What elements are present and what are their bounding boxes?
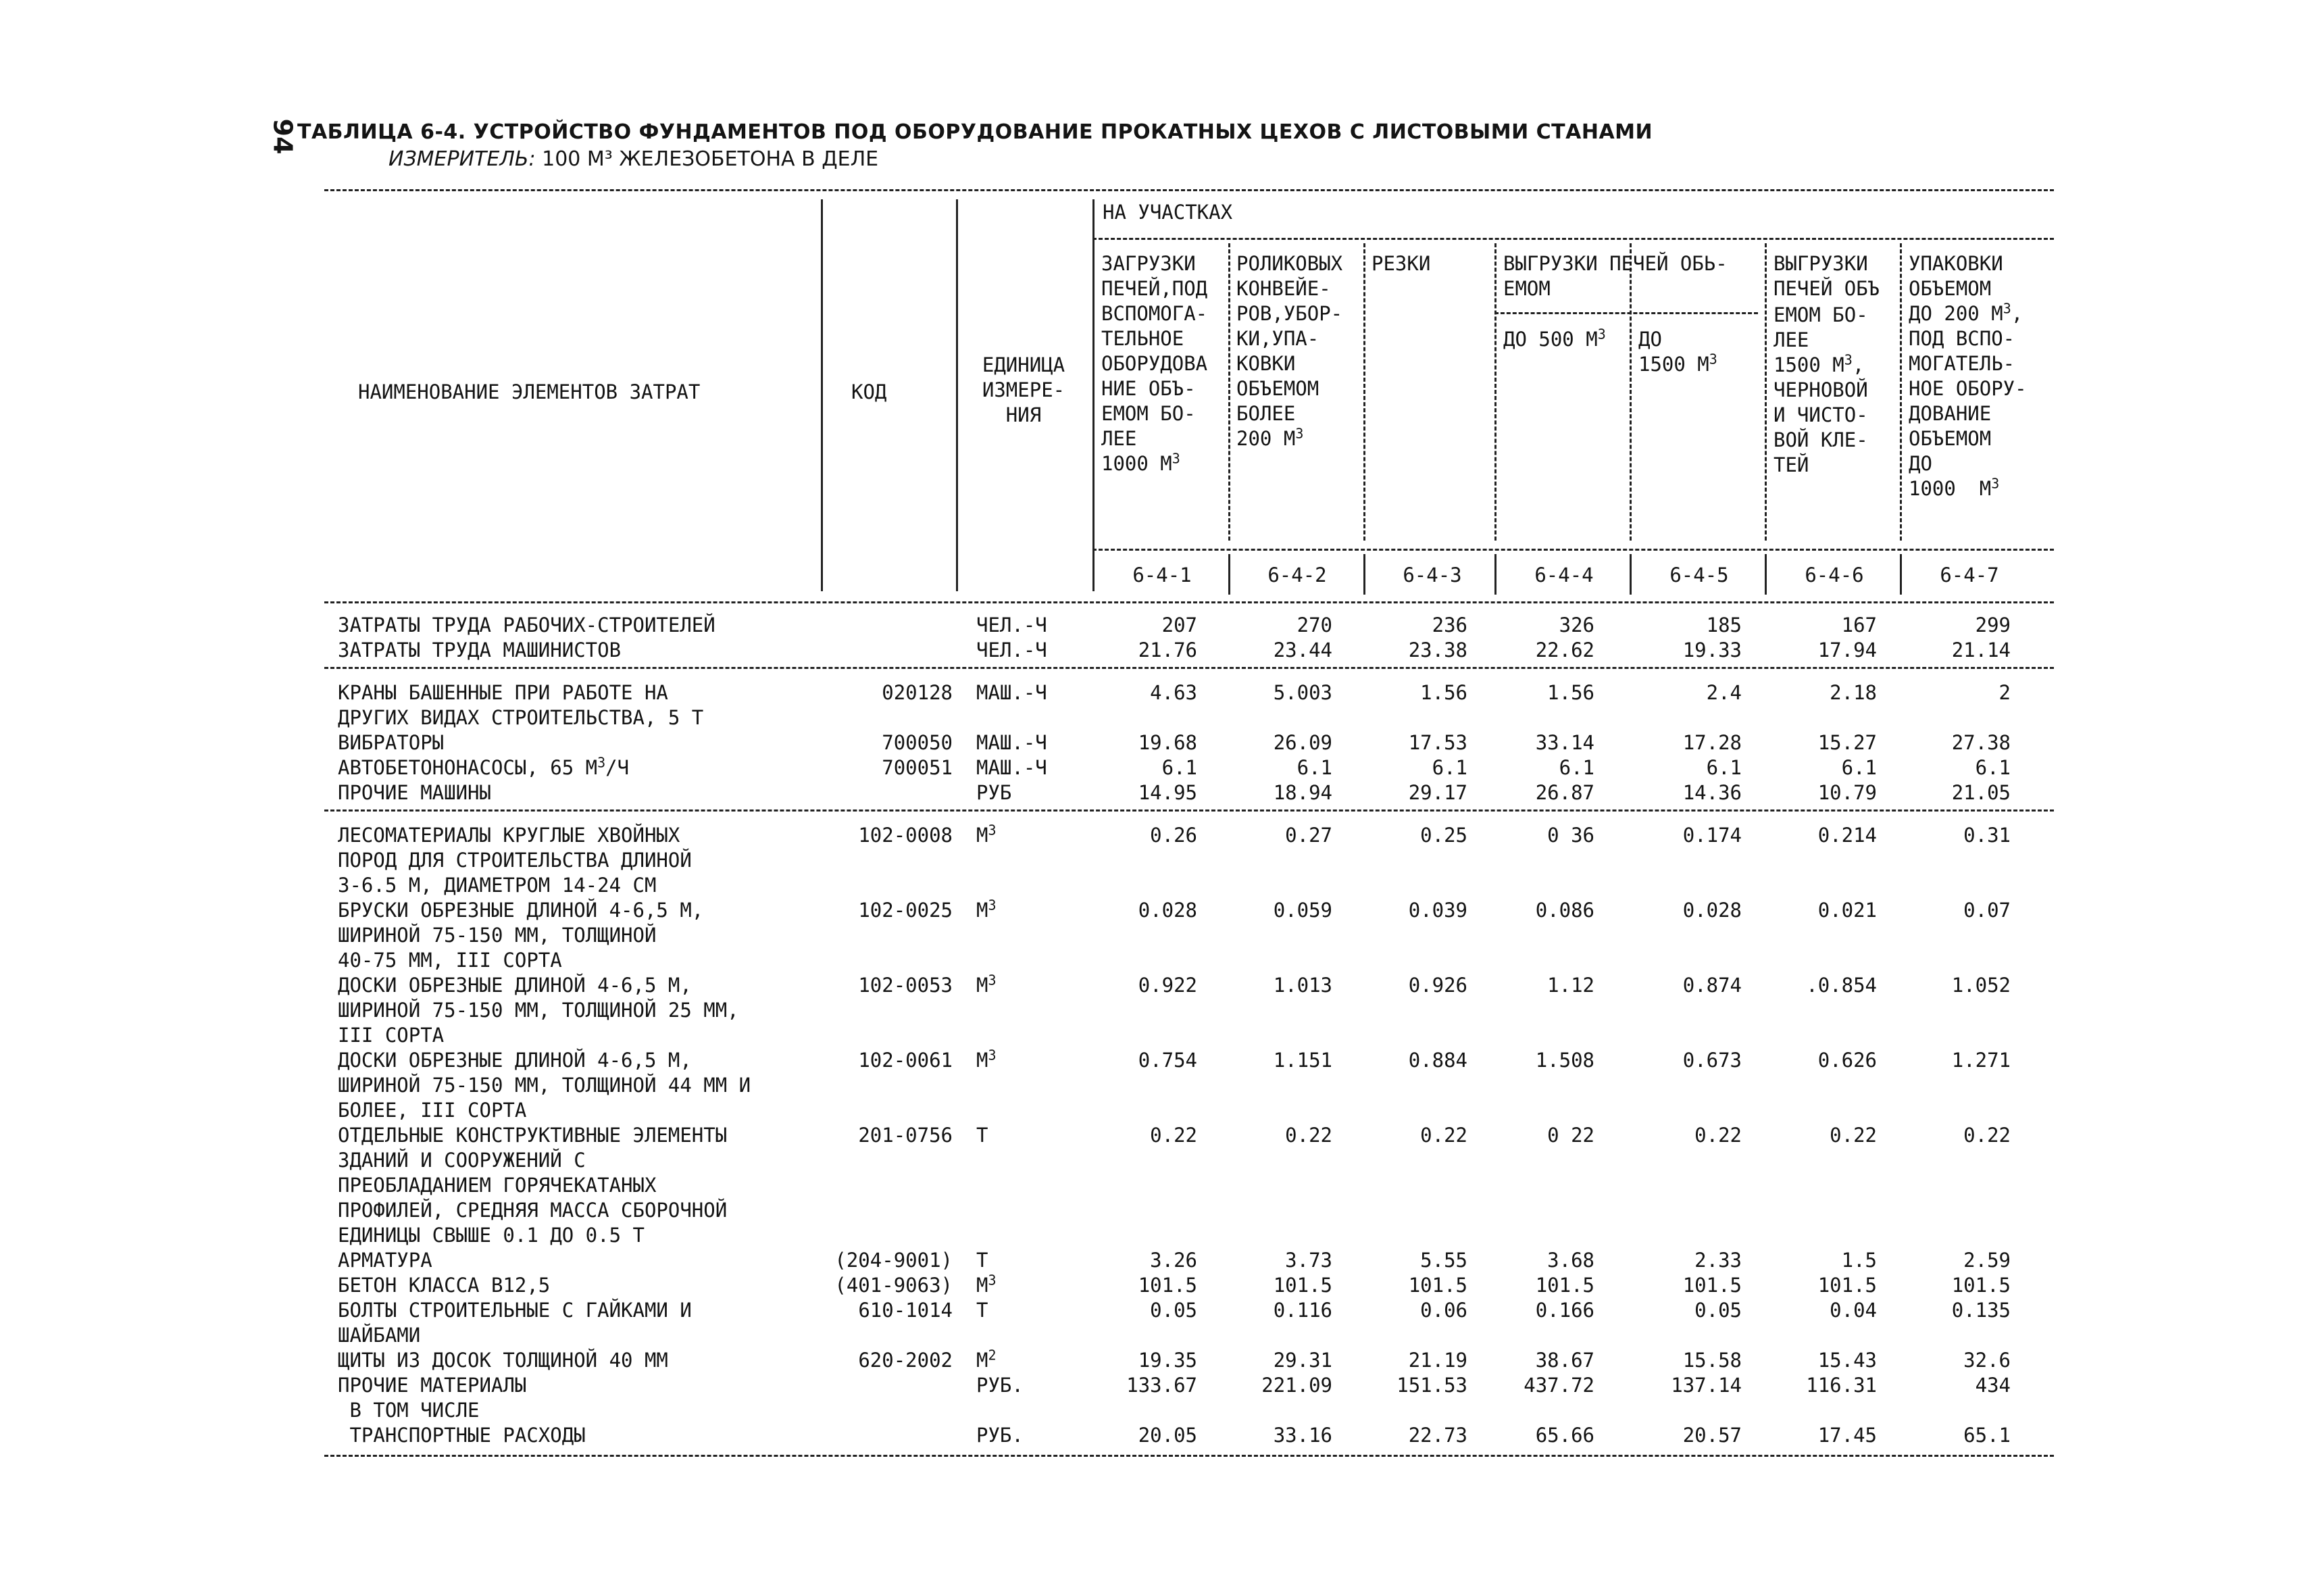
row-unit: МАШ.-Ч xyxy=(976,731,1047,754)
header-group: НА УЧАСТКАХ xyxy=(1103,201,1233,224)
row-unit: МАШ.-Ч xyxy=(976,681,1047,704)
row-value: 101.5 xyxy=(1408,1274,1467,1297)
row-value: 0.22 xyxy=(1420,1124,1467,1147)
page-number: 94 xyxy=(268,118,298,155)
header-col-line: ДОВАНИЕ xyxy=(1909,402,1992,425)
header-col-line: ПОД ВСПО- xyxy=(1909,327,2015,350)
row-value: 270 xyxy=(1297,614,1332,637)
row-value: 1.56 xyxy=(1420,681,1467,704)
row-value: 0 22 xyxy=(1547,1124,1594,1147)
row-name: БОЛТЫ СТРОИТЕЛЬНЫЕ С ГАЙКАМИ И xyxy=(338,1299,692,1322)
section-rule xyxy=(324,667,2054,669)
row-value: 437.72 xyxy=(1524,1374,1594,1397)
row-value: 22.73 xyxy=(1408,1424,1467,1447)
row-code: 700051 xyxy=(882,756,953,779)
row-name: ДОСКИ ОБРЕЗНЫЕ ДЛИНОЙ 4-6,5 М, xyxy=(338,1049,692,1072)
row-value: 236 xyxy=(1432,614,1467,637)
row-name: ШАЙБАМИ xyxy=(338,1324,421,1347)
row-value: 15.27 xyxy=(1817,731,1877,754)
row-unit: МАШ.-Ч xyxy=(976,756,1047,779)
row-value: 3.68 xyxy=(1547,1249,1594,1272)
header-col-line: ЛЕЕ xyxy=(1101,427,1137,450)
code-rule xyxy=(1092,549,2054,551)
row-code: (204-9001) xyxy=(834,1249,953,1272)
row-value: 6.1 xyxy=(1432,756,1467,779)
header-col-line: ВОЙ КЛЕ- xyxy=(1774,428,1868,451)
row-value: 22.62 xyxy=(1535,639,1594,662)
col-sep-unit xyxy=(1092,199,1095,591)
row-name: КРАНЫ БАШЕННЫЕ ПРИ РАБОТЕ НА xyxy=(338,681,668,704)
row-value: 14.36 xyxy=(1682,781,1742,804)
header-col-line: ЛЕЕ xyxy=(1774,328,1809,351)
row-code: 102-0025 xyxy=(858,899,953,922)
row-name: В ТОМ ЧИСЛЕ xyxy=(338,1399,480,1422)
unload-subrule xyxy=(1494,312,1758,314)
row-code: 620-2002 xyxy=(858,1349,953,1372)
row-value: 29.31 xyxy=(1273,1349,1332,1372)
row-name: ВИБРАТОРЫ xyxy=(338,731,445,754)
header-unit: ЕДИНИЦА xyxy=(982,353,1065,376)
row-value: 19.33 xyxy=(1682,639,1742,662)
row-value: 26.09 xyxy=(1273,731,1332,754)
row-value: 0.06 xyxy=(1420,1299,1467,1322)
row-value: 17.45 xyxy=(1817,1424,1877,1447)
row-value: 6.1 xyxy=(1841,756,1877,779)
row-unit: РУБ xyxy=(976,781,1012,804)
header-col-line: ЗАГРУЗКИ xyxy=(1101,252,1196,275)
row-name: ТРАНСПОРТНЫЕ РАСХОДЫ xyxy=(338,1424,586,1447)
row-name: ДОСКИ ОБРЕЗНЫЕ ДЛИНОЙ 4-6,5 М, xyxy=(338,974,692,997)
row-value: 0.25 xyxy=(1420,824,1467,847)
header-col-line: РОВ,УБОР- xyxy=(1236,302,1343,325)
table-bottom-rule xyxy=(324,1455,2054,1457)
column-code: 6-4-1 xyxy=(1132,564,1192,587)
header-col-line: 200 $М^3$ xyxy=(1236,425,1304,450)
header-unit: НИЯ xyxy=(1005,403,1042,426)
row-value: 65.1 xyxy=(1963,1424,2011,1447)
row-value: 0.116 xyxy=(1273,1299,1332,1322)
meter-line xyxy=(388,147,878,171)
header-unit: ИЗМЕРЕ- xyxy=(982,378,1065,401)
row-value: 26.87 xyxy=(1535,781,1594,804)
row-value: 14.95 xyxy=(1138,781,1197,804)
row-unit: ЧЕЛ.-Ч xyxy=(976,614,1047,637)
row-value: 0.874 xyxy=(1682,974,1742,997)
row-value: 0.626 xyxy=(1817,1049,1877,1072)
row-code: 610-1014 xyxy=(858,1299,953,1322)
row-name: ЗАТРАТЫ ТРУДА РАБОЧИХ-СТРОИТЕЛЕЙ xyxy=(338,614,715,637)
row-value: 33.16 xyxy=(1273,1424,1332,1447)
column-code: 6-4-2 xyxy=(1267,564,1327,587)
row-value: 299 xyxy=(1975,614,2011,637)
header-col-line: ДО 200 $М^3$, xyxy=(1909,300,2023,325)
header-unload2: ВЫГРУЗКИ xyxy=(1774,252,1868,275)
column-code: 6-4-5 xyxy=(1669,564,1729,587)
header-bottom-rule xyxy=(324,601,2054,603)
row-value: 0.021 xyxy=(1817,899,1877,922)
header-col-line: 1500 $М^3$ xyxy=(1638,351,1717,376)
header-col-line: ОБЪЕМОМ xyxy=(1909,277,1992,300)
row-name: ОТДЕЛЬНЫЕ КОНСТРУКТИВНЫЕ ЭЛЕМЕНТЫ xyxy=(338,1124,728,1147)
row-value: 15.58 xyxy=(1682,1349,1742,1372)
header-col-line: ОБЪЕМОМ xyxy=(1236,377,1319,400)
meter-value: 100 М³ ЖЕЛЕЗОБЕТОНА В ДЕЛЕ xyxy=(542,147,879,171)
row-value: 185 xyxy=(1706,614,1742,637)
row-name: АРМАТУРА xyxy=(338,1249,432,1272)
header-code: КОД xyxy=(851,380,887,403)
row-value: 6.1 xyxy=(1975,756,2011,779)
row-value: 2 xyxy=(1998,681,2011,704)
header-col-line: ДО 500 $М^3$ xyxy=(1503,326,1606,351)
col-sep-5 xyxy=(1765,243,1767,541)
row-value: 2.18 xyxy=(1830,681,1877,704)
row-value: 1.5 xyxy=(1841,1249,1877,1272)
row-value: 0.22 xyxy=(1285,1124,1332,1147)
table-top-rule xyxy=(324,189,2054,191)
header-col-line: КИ,УПА- xyxy=(1236,327,1319,350)
row-unit: ЧЕЛ.-Ч xyxy=(976,639,1047,662)
header-col-line: 1000 $М^3$ xyxy=(1909,475,2000,500)
row-value: 1.271 xyxy=(1951,1049,2011,1072)
header-col-line: ЕМОМ БО- xyxy=(1101,402,1196,425)
row-value: 21.76 xyxy=(1138,639,1197,662)
header-col-line: НОЕ ОБОРУ- xyxy=(1909,377,2027,400)
row-value: 18.94 xyxy=(1273,781,1332,804)
column-code: 6-4-6 xyxy=(1805,564,1864,587)
row-name: ЛЕСОМАТЕРИАЛЫ КРУГЛЫЕ ХВОЙНЫХ xyxy=(338,824,680,847)
row-value: 0.086 xyxy=(1535,899,1594,922)
header-col-line: РОЛИКОВЫХ xyxy=(1236,252,1343,275)
row-value: 101.5 xyxy=(1535,1274,1594,1297)
header-col-line: ТЕЙ xyxy=(1774,453,1809,476)
row-name: ПРОЧИЕ МАШИНЫ xyxy=(338,781,491,804)
row-unit: $М^3$ xyxy=(976,972,997,997)
col-sep-3 xyxy=(1494,243,1496,541)
row-name: 3-6.5 М, ДИАМЕТРОМ 14-24 СМ xyxy=(338,874,657,897)
header-col-line: ДО xyxy=(1638,328,1662,351)
row-value: 2.59 xyxy=(1963,1249,2011,1272)
row-value: 38.67 xyxy=(1535,1349,1594,1372)
row-name: ДРУГИХ ВИДАХ СТРОИТЕЛЬСТВА, 5 Т xyxy=(338,706,704,729)
row-value: 0.884 xyxy=(1408,1049,1467,1072)
row-unit: $М^3$ xyxy=(976,822,997,847)
row-name: ЩИТЫ ИЗ ДОСОК ТОЛЩИНОЙ 40 ММ xyxy=(338,1349,668,1372)
row-code: 102-0061 xyxy=(858,1049,953,1072)
row-code: 102-0053 xyxy=(858,974,953,997)
row-value: 20.57 xyxy=(1682,1424,1742,1447)
row-value: 21.05 xyxy=(1951,781,2011,804)
header-col-line: НИЕ ОБЪ- xyxy=(1101,377,1196,400)
row-value: 101.5 xyxy=(1138,1274,1197,1297)
row-value: 6.1 xyxy=(1559,756,1594,779)
row-value: 21.14 xyxy=(1951,639,2011,662)
row-code: 020128 xyxy=(882,681,953,704)
row-value: 6.1 xyxy=(1706,756,1742,779)
row-value: 23.38 xyxy=(1408,639,1467,662)
row-value: 0.26 xyxy=(1150,824,1197,847)
row-value: 5.55 xyxy=(1420,1249,1467,1272)
row-value: 32.6 xyxy=(1963,1349,2011,1372)
row-value: 101.5 xyxy=(1682,1274,1742,1297)
row-name: ЕДИНИЦЫ СВЫШЕ 0.1 ДО 0.5 Т xyxy=(338,1224,645,1247)
row-value: 101.5 xyxy=(1817,1274,1877,1297)
row-name: ШИРИНОЙ 75-150 ММ, ТОЛЩИНОЙ 44 ММ И xyxy=(338,1074,751,1097)
row-value: 0.028 xyxy=(1682,899,1742,922)
row-value: 0.22 xyxy=(1150,1124,1197,1147)
row-value: 15.43 xyxy=(1817,1349,1877,1372)
header-col-line: ДО xyxy=(1909,452,1932,475)
header-col-line: ЕМОМ БО- xyxy=(1774,303,1868,326)
row-unit: $М^3$ xyxy=(976,897,997,922)
row-value: 151.53 xyxy=(1397,1374,1467,1397)
column-code: 6-4-7 xyxy=(1940,564,1999,587)
row-value: 326 xyxy=(1559,614,1594,637)
row-value: 2.33 xyxy=(1694,1249,1742,1272)
column-code: 6-4-3 xyxy=(1403,564,1462,587)
header-col-line: И ЧИСТО- xyxy=(1774,403,1868,426)
row-value: 0.673 xyxy=(1682,1049,1742,1072)
row-code: 201-0756 xyxy=(858,1124,953,1147)
row-name: БЕТОН КЛАССА В12,5 xyxy=(338,1274,551,1297)
row-unit: Т xyxy=(976,1299,988,1322)
row-value: 17.94 xyxy=(1817,639,1877,662)
row-value: 65.66 xyxy=(1535,1424,1594,1447)
row-value: 0.27 xyxy=(1285,824,1332,847)
row-value: 137.14 xyxy=(1671,1374,1742,1397)
row-value: 6.1 xyxy=(1161,756,1197,779)
header-col-line: ЧЕРНОВОЙ xyxy=(1774,378,1868,401)
row-value: 0.059 xyxy=(1273,899,1332,922)
header-col-line: ТЕЛЬНОЕ xyxy=(1101,327,1184,350)
row-name: III СОРТА xyxy=(338,1024,445,1047)
row-value: 2.4 xyxy=(1706,681,1742,704)
section-rule xyxy=(324,809,2054,812)
row-value: 1.052 xyxy=(1951,974,2011,997)
col-sep-code xyxy=(956,199,958,591)
row-value: 1.013 xyxy=(1273,974,1332,997)
row-value: 21.19 xyxy=(1408,1349,1467,1372)
row-value: 1.508 xyxy=(1535,1049,1594,1072)
row-value: 23.44 xyxy=(1273,639,1332,662)
header-col-line: УПАКОВКИ xyxy=(1909,252,2003,275)
row-value: 0.166 xyxy=(1535,1299,1594,1322)
row-value: 27.38 xyxy=(1951,731,2011,754)
header-unload-group: ЕМОМ xyxy=(1503,277,1551,300)
header-col-line: 1000 $М^3$ xyxy=(1101,450,1180,475)
row-value: 167 xyxy=(1841,614,1877,637)
row-value: 1.12 xyxy=(1547,974,1594,997)
row-unit: РУБ. xyxy=(976,1424,1024,1447)
row-value: 0.214 xyxy=(1817,824,1877,847)
row-name: БОЛЕЕ, III СОРТА xyxy=(338,1099,527,1122)
row-name: ПРОФИЛЕЙ, СРЕДНЯЯ МАССА СБОРОЧНОЙ xyxy=(338,1199,728,1222)
row-name: АВТОБЕТОНОНАСОСЫ, 65 $М^3/Ч$ xyxy=(338,754,630,779)
header-col-line: МОГАТЕЛЬ- xyxy=(1909,352,2015,375)
row-value: 0.22 xyxy=(1830,1124,1877,1147)
row-value: 0.22 xyxy=(1694,1124,1742,1147)
header-col-line: ВСПОМОГА- xyxy=(1101,302,1208,325)
row-unit: РУБ. xyxy=(976,1374,1024,1397)
row-value: 6.1 xyxy=(1297,756,1332,779)
row-value: 101.5 xyxy=(1273,1274,1332,1297)
row-value: 19.35 xyxy=(1138,1349,1197,1372)
header-unload-group: ВЫГРУЗКИ ПЕЧЕЙ ОБЬ- xyxy=(1503,252,1728,275)
row-value: 0.07 xyxy=(1963,899,2011,922)
row-value: 207 xyxy=(1161,614,1197,637)
row-name: ШИРИНОЙ 75-150 ММ, ТОЛЩИНОЙ 25 ММ, xyxy=(338,999,739,1022)
row-value: 116.31 xyxy=(1806,1374,1877,1397)
row-value: 0.04 xyxy=(1830,1299,1877,1322)
header-col-line: ПЕЧЕЙ,ПОД xyxy=(1101,277,1208,300)
row-unit: Т xyxy=(976,1124,988,1147)
col-sep-2 xyxy=(1363,243,1365,541)
row-name: ЗАТРАТЫ ТРУДА МАШИНИСТОВ xyxy=(338,639,622,662)
col-sep-name xyxy=(821,199,823,591)
row-value: 101.5 xyxy=(1951,1274,2011,1297)
header-col-line: 1500 $М^3$, xyxy=(1774,351,1865,376)
row-value: 434 xyxy=(1975,1374,2011,1397)
row-value: 0.039 xyxy=(1408,899,1467,922)
row-value: 0.754 xyxy=(1138,1049,1197,1072)
row-value: 33.14 xyxy=(1535,731,1594,754)
header-col-line: ОБОРУДОВА xyxy=(1101,352,1208,375)
row-value: 3.26 xyxy=(1150,1249,1197,1272)
row-unit: $М^3$ xyxy=(976,1047,997,1072)
row-value: 1.56 xyxy=(1547,681,1594,704)
row-code: 102-0008 xyxy=(858,824,953,847)
row-name: ШИРИНОЙ 75-150 ММ, ТОЛЩИНОЙ xyxy=(338,924,657,947)
row-value: 1.151 xyxy=(1273,1049,1332,1072)
row-name: БРУСКИ ОБРЕЗНЫЕ ДЛИНОЙ 4-6,5 М, xyxy=(338,899,704,922)
col-sep-4 xyxy=(1630,243,1632,541)
row-name: ЗДАНИЙ И СООРУЖЕНИЙ С xyxy=(338,1149,586,1172)
row-name: 40-75 ММ, III СОРТА xyxy=(338,949,562,972)
meter-label: ИЗМЕРИТЕЛЬ: xyxy=(388,147,536,171)
table-title: ТАБЛИЦА 6-4. УСТРОЙСТВО ФУНДАМЕНТОВ ПОД ОБОРУДОВАНИЕ ПРОКАТНЫХ ЦЕХОВ С ЛИСТОВЫМИ СТАНАМИ xyxy=(297,120,1653,144)
row-value: 4.63 xyxy=(1150,681,1197,704)
row-value: 0.05 xyxy=(1150,1299,1197,1322)
row-value: 29.17 xyxy=(1408,781,1467,804)
group-rule xyxy=(1092,238,2054,240)
row-code: 700050 xyxy=(882,731,953,754)
row-unit: $М^2$ xyxy=(976,1347,997,1372)
header-unload2: ПЕЧЕЙ ОБЪ xyxy=(1774,277,1880,300)
row-value: 17.53 xyxy=(1408,731,1467,754)
row-code: (401-9063) xyxy=(834,1274,953,1297)
row-value: 3.73 xyxy=(1285,1249,1332,1272)
header-col-line: КОНВЕЙЕ- xyxy=(1236,277,1331,300)
row-name: ПОРОД ДЛЯ СТРОИТЕЛЬСТВА ДЛИНОЙ xyxy=(338,849,692,872)
header-name: НАИМЕНОВАНИЕ ЭЛЕМЕНТОВ ЗАТРАТ xyxy=(358,380,701,403)
header-col-line: ОБЪЕМОМ xyxy=(1909,427,1992,450)
row-value: 0.028 xyxy=(1138,899,1197,922)
row-value: 0.135 xyxy=(1951,1299,2011,1322)
row-unit: Т xyxy=(976,1249,988,1272)
row-value: 19.68 xyxy=(1138,731,1197,754)
row-value: 0.174 xyxy=(1682,824,1742,847)
row-value: 221.09 xyxy=(1261,1374,1332,1397)
row-value: 5.003 xyxy=(1273,681,1332,704)
header-col-line: КОВКИ xyxy=(1236,352,1296,375)
row-name: ПРЕОБЛАДАНИЕМ ГОРЯЧЕКАТАНЫХ xyxy=(338,1174,657,1197)
row-unit: $М^3$ xyxy=(976,1272,997,1297)
row-value: 17.28 xyxy=(1682,731,1742,754)
row-name: ПРОЧИЕ МАТЕРИАЛЫ xyxy=(338,1374,527,1397)
row-value: 10.79 xyxy=(1817,781,1877,804)
row-value: 133.67 xyxy=(1126,1374,1197,1397)
row-value: .0.854 xyxy=(1806,974,1877,997)
row-value: 0.05 xyxy=(1694,1299,1742,1322)
row-value: 20.05 xyxy=(1138,1424,1197,1447)
col-sep-1 xyxy=(1228,243,1230,541)
row-value: 0.31 xyxy=(1963,824,2011,847)
column-code: 6-4-4 xyxy=(1534,564,1594,587)
row-value: 0.22 xyxy=(1963,1124,2011,1147)
col-sep-6 xyxy=(1900,243,1902,541)
header-col-line: РЕЗКИ xyxy=(1372,252,1431,275)
row-value: 0 36 xyxy=(1547,824,1594,847)
header-col-line: БОЛЕЕ xyxy=(1236,402,1296,425)
row-value: 0.926 xyxy=(1408,974,1467,997)
row-value: 0.922 xyxy=(1138,974,1197,997)
